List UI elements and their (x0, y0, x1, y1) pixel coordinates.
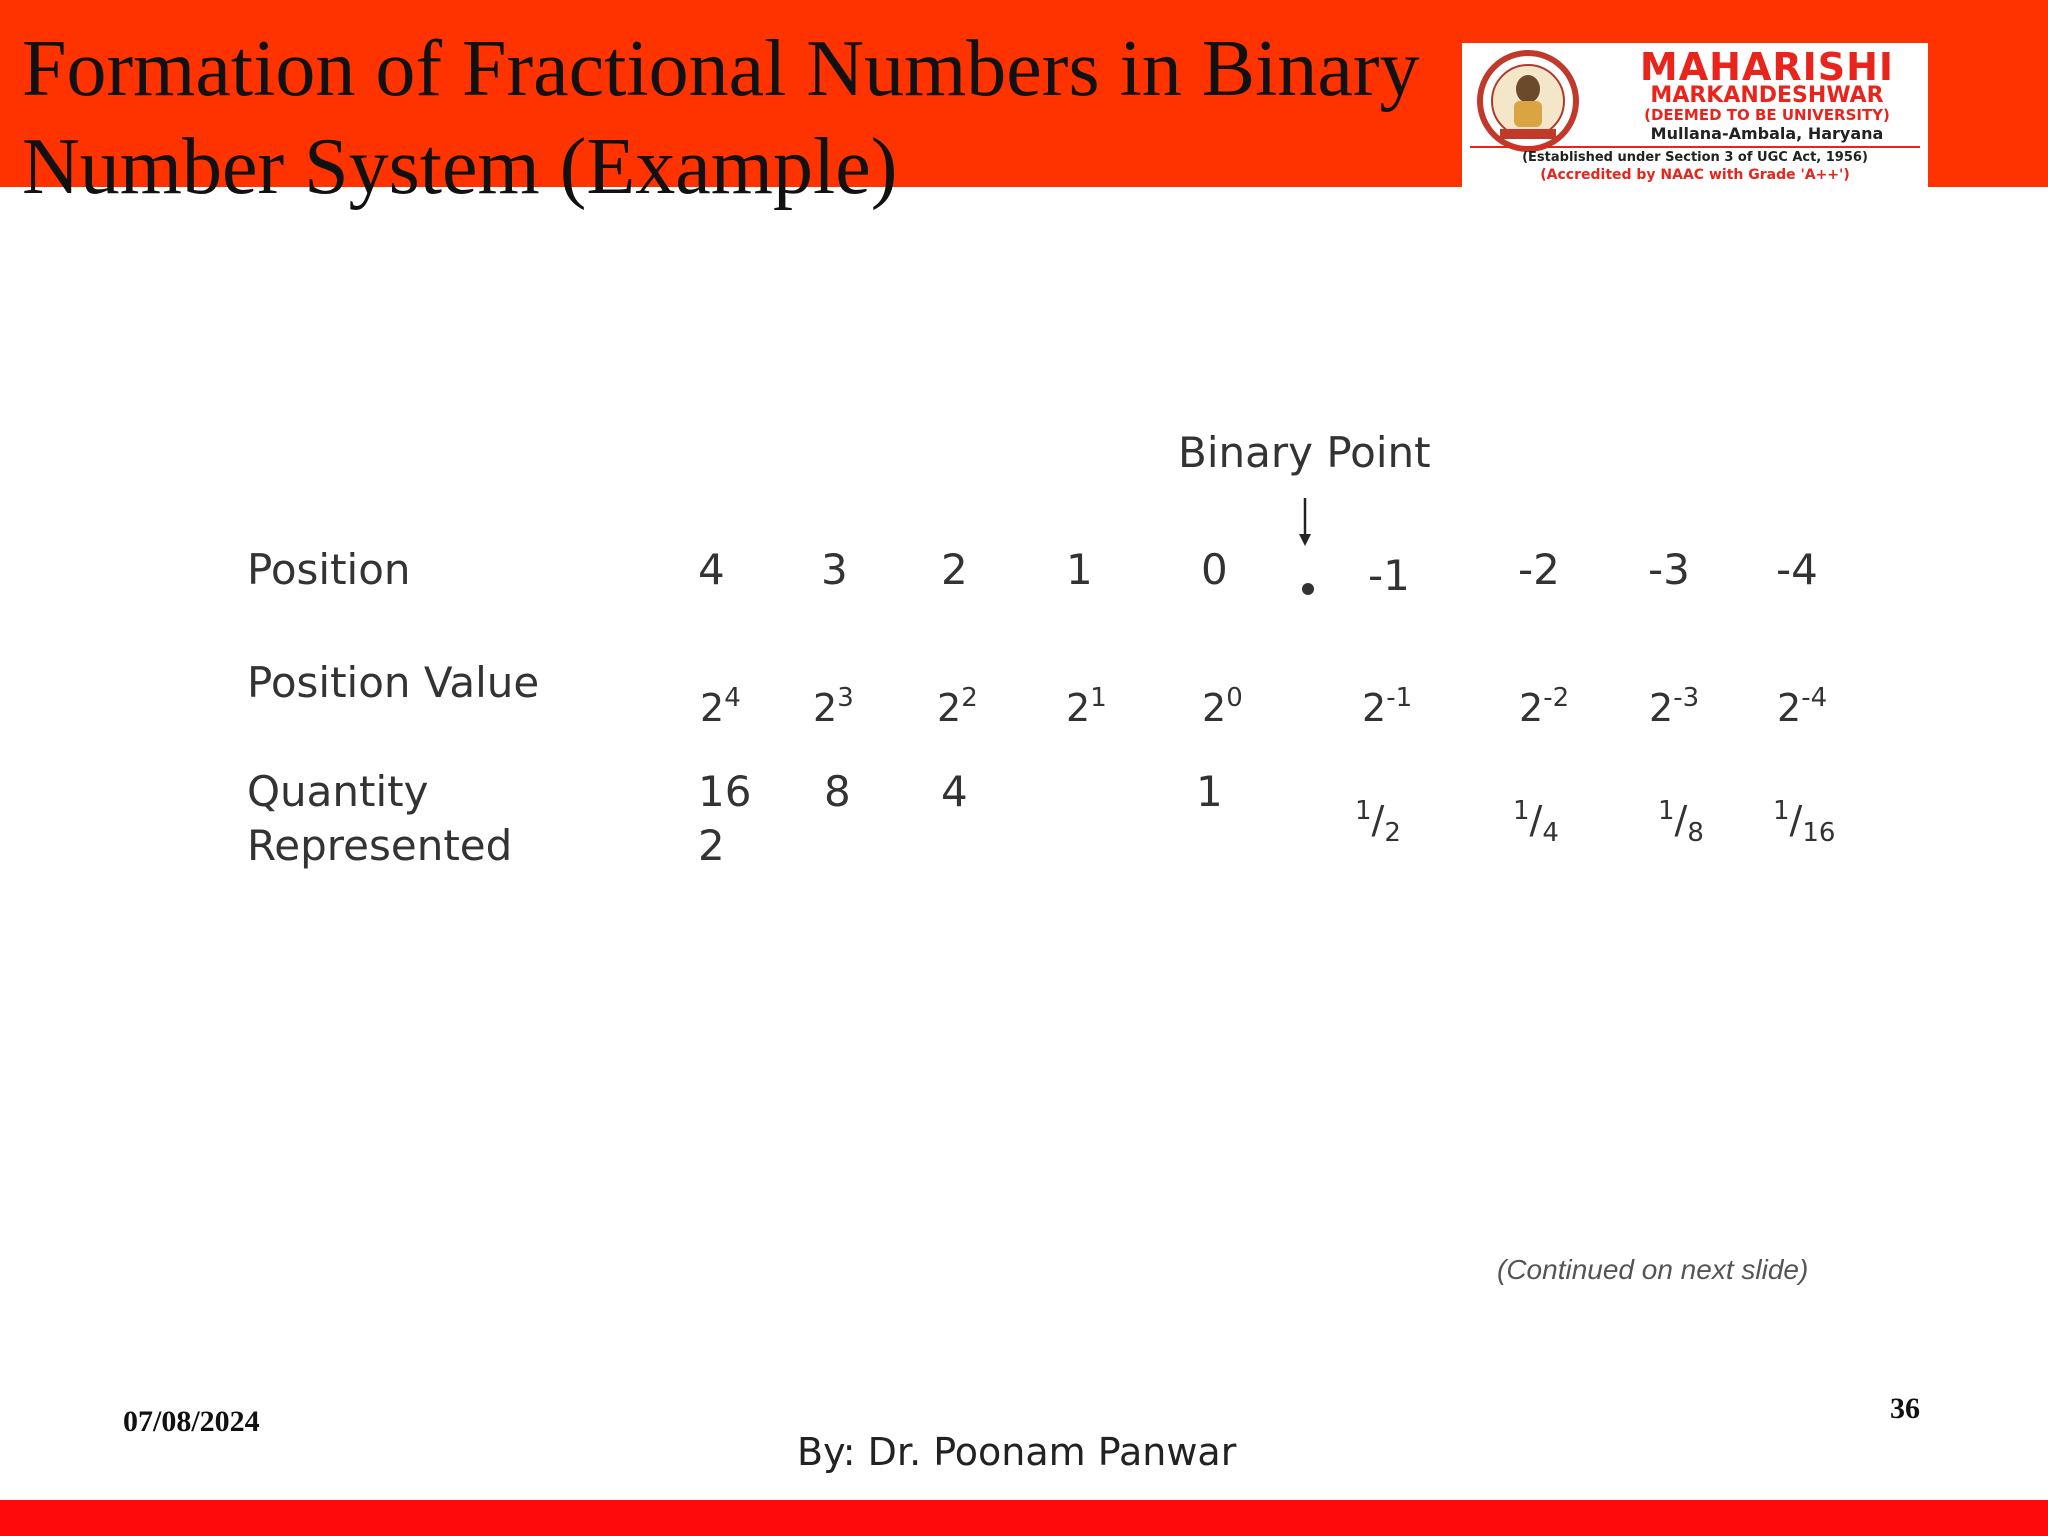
slide-title: Formation of Fractional Numbers in Binary Number System (Example) (22, 25, 1420, 211)
position-value-cell: $2^{-1}$ (1362, 683, 1413, 730)
position-value-cell: $2^1$ (1066, 683, 1107, 730)
quantity-cell: 2 (698, 821, 725, 870)
position-value-cell: $2^2$ (937, 683, 978, 730)
position-value-cell: $2^0$ (1202, 683, 1243, 730)
logo-established: (Established under Section 3 of UGC Act, 1956) (1522, 150, 1868, 165)
position-value-cell: $2^{-4}$ (1777, 683, 1828, 730)
quantity-cell: 1 (1196, 767, 1223, 816)
position-cell: 2 (941, 545, 968, 594)
position-value-cell: $2^{-2}$ (1519, 683, 1570, 730)
quantity-fraction-cell: $^1/_{16}$ (1773, 796, 1836, 848)
slide-date: 07/08/2024 (123, 1405, 260, 1438)
down-arrow-icon (1295, 498, 1315, 548)
position-cell: 0 (1201, 545, 1228, 594)
continued-note: (Continued on next slide) (1497, 1254, 1809, 1285)
row-label-position: Position (247, 545, 411, 594)
position-cell: -2 (1518, 545, 1560, 594)
logo-name-line2: MARKANDESHWAR (1650, 83, 1884, 108)
footer-band (0, 1500, 2048, 1536)
position-value-cell: $2^3$ (813, 683, 854, 730)
university-logo (1462, 43, 1928, 187)
quantity-fraction-cell: $^1/_2$ (1355, 796, 1401, 848)
position-cell: 1 (1066, 545, 1093, 594)
position-cell: 3 (821, 545, 848, 594)
position-cell: -3 (1648, 545, 1690, 594)
quantity-cell: 16 (698, 767, 752, 816)
position-value-cell: $2^4$ (700, 683, 741, 730)
quantity-cell: 8 (824, 767, 851, 816)
university-seal-icon (1470, 49, 1600, 153)
logo-name-line1: MAHARISHI (1639, 45, 1895, 89)
position-cell: -4 (1776, 545, 1818, 594)
binary-point-label: Binary Point (1178, 428, 1431, 477)
slide-number: 36 (1890, 1392, 1920, 1425)
logo-location: Mullana-Ambala, Haryana (1650, 124, 1884, 143)
row-label-position-value: Position Value (247, 658, 540, 707)
logo-accreditation: (Accredited by NAAC with Grade 'A++') (1540, 167, 1850, 183)
binary-point-dot (1302, 583, 1314, 595)
quantity-fraction-cell: $^1/_8$ (1658, 796, 1704, 848)
row-label-represented: Represented (247, 821, 513, 870)
logo-divider (1470, 146, 1920, 148)
logo-deemed: (DEEMED TO BE UNIVERSITY) (1644, 106, 1890, 124)
position-cell: 4 (698, 545, 725, 594)
position-value-cell: $2^{-3}$ (1649, 683, 1700, 730)
author-credit: By: Dr. Poonam Panwar (797, 1430, 1237, 1474)
quantity-cell: 4 (941, 767, 968, 816)
row-label-quantity: Quantity (247, 767, 429, 816)
quantity-fraction-cell: $^1/_4$ (1513, 796, 1559, 848)
position-cell: -1 (1368, 551, 1410, 600)
